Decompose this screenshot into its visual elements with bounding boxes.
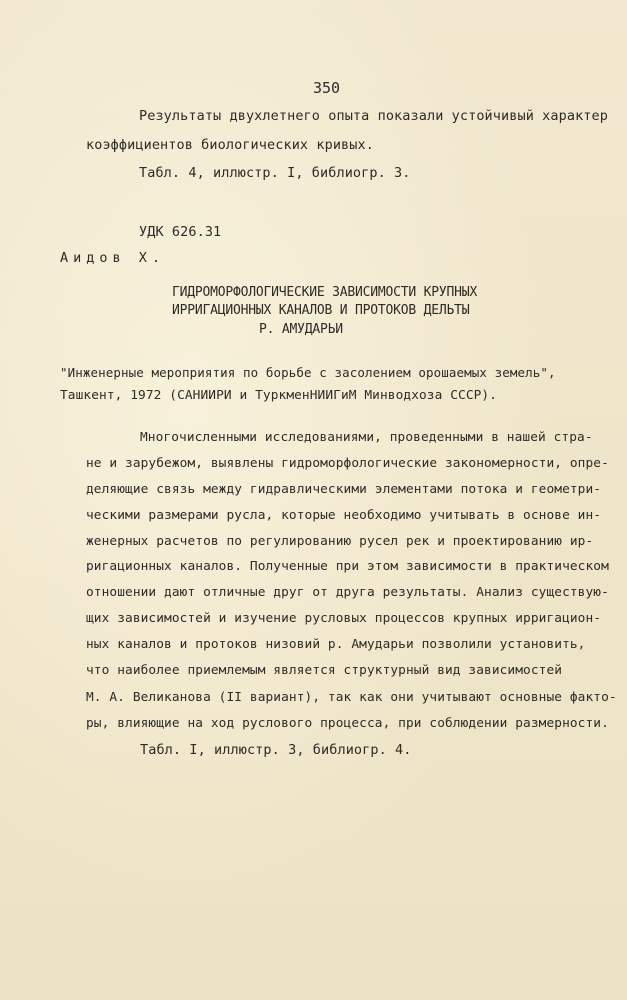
body-line-2: не и зарубежом, выявлены гидроморфологические закономерности, опре-	[86, 456, 609, 471]
body-line-5: женерных расчетов по регулированию русел рек и проектированию ир-	[86, 534, 594, 549]
body-line-3: деляющие связь между гидравлическими элементами потока и геометри-	[86, 482, 602, 497]
body-line-11: М. А. Великанова (II вариант), так как они учитывают основные факто-	[86, 690, 617, 705]
source-line-1: "Инженерные мероприятия по борьбе с засолением орошаемых земель",	[60, 365, 556, 380]
article-title-line-1: ГИДРОМОРФОЛОГИЧЕСКИЕ ЗАВИСИМОСТИ КРУПНЫХ	[172, 285, 478, 300]
body-line-6: ригационных каналов. Полученные при этом зависимости в практическом	[86, 559, 609, 574]
body-line-1: Многочисленными исследованиями, проведенными в нашей стра-	[140, 430, 593, 445]
prev-abstract-line-2: коэффициентов биологических кривых.	[86, 137, 374, 153]
body-line-10: что наиболее приемлемым является структурный вид зависимостей	[86, 663, 563, 678]
body-line-7: отношении дают отличные друг от друга результаты. Анализ существую-	[86, 585, 609, 600]
body-line-4: ческими размерами русла, которые необходимо учитывать в основе ин-	[86, 508, 602, 523]
udk-code: УДК 626.31	[139, 224, 222, 240]
prev-abstract-line-1: Результаты двухлетнего опыта показали устойчивый характер	[139, 108, 608, 124]
page-number: 350	[313, 79, 341, 97]
body-line-9: ных каналов и протоков низовий р. Амударьи позволили установить,	[86, 637, 586, 652]
article-references: Табл. I, иллюстр. 3, библиогр. 4.	[140, 742, 412, 758]
article-title-line-3: Р. АМУДАРЬИ	[259, 322, 343, 337]
body-line-12: ры, влияющие на ход руслового процесса, при соблюдении размерности.	[86, 716, 609, 731]
source-line-2: Ташкент, 1972 (САНИИРИ и ТуркменНИИГиМ Минводхоза СССР).	[60, 388, 498, 403]
body-line-8: щих зависимостей и изучение русловых процессов крупных ирригацион-	[86, 611, 602, 626]
prev-abstract-references: Табл. 4, иллюстр. I, библиогр. 3.	[139, 165, 411, 181]
article-author: Аидов Х.	[60, 250, 166, 266]
article-title-line-2: ИРРИГАЦИОННЫХ КАНАЛОВ И ПРОТОКОВ ДЕЛЬТЫ	[172, 303, 470, 318]
